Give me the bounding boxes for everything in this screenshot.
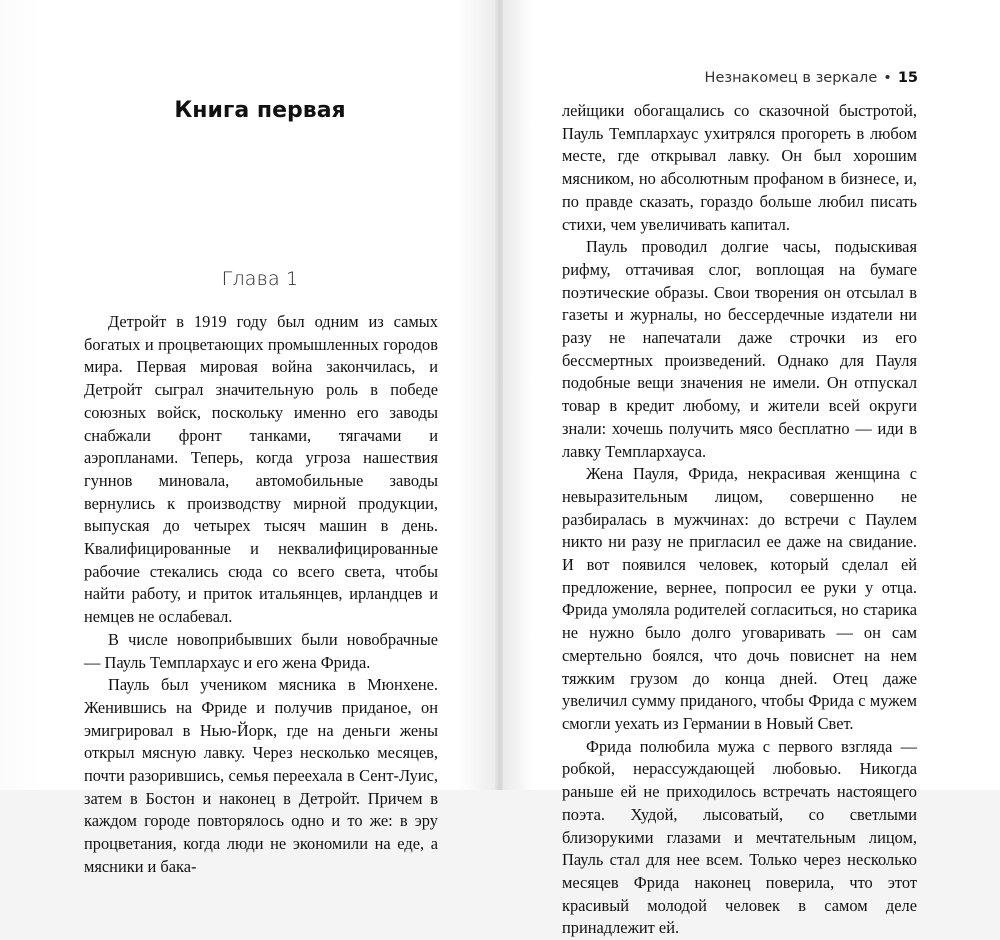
running-head-title: Незнакомец в зеркале [704,70,878,86]
paragraph: В числе новоприбывших были новобрачные — Пауль Темплархаус и его жена Фрида. [84,629,438,672]
running-head-separator: • [883,70,892,86]
paragraph: Фрида полюбила мужа с первого взгляда — робкой, нерассуждающей любовью. Никогда раньше ей не приходилось встречать настоящего поэта. Худой, лысоватый, со светлыми близорукими глазами и мечтательным лицом, Пауль стал для нее всем. Только через несколько месяцев Фрида наконец поверила, что этот красивый молодой человек в самом деле принадлежит ей. [562,736,917,938]
paragraph: Детройт в 1919 году был одним из самых богатых и процветающих промышленных городов мира. Первая мировая война закончилась, и Детройт сыграл значительную роль в победе союзных войск, поскольку именно его заводы снабжали фронт танками, тягачами и аэропланами. Теперь, когда угроза нашествия гуннов миновала, автомобильные заводы вернулись к производству мирной продукции, выпуская до четырех тысяч машин в день. Квалифицированные и неквалифицированные рабочие стекались сюда со всего света, чтобы найти работу, и приток итальянцев, ирландцев и немцев не ослабевал. [84,312,438,627]
paragraph: Жена Пауля, Фрида, некрасивая женщина с невыразительным лицом, совершенно не разбиралась в мужчинах: до встречи с Паулем никто ни разу не пригласил ее даже на свидание. И вот появился человек, который сделал ей предложение, вернее, попросил ее руки у отца. Фрида умоляла родителей согласиться, но старика не нужно было долго уговаривать — он сам смертельно боялся, что дочь повиснет на нем тяжким грузом до конца дней. Отец даже увеличил сумму приданого, чтобы Фрида с мужем смогли уехать из Германии в Новый Свет. [562,464,917,733]
right-body-text [562,100,917,940]
chapter-title: Глава 1 [221,268,299,290]
paragraph: Пауль был учеником мясника в Мюнхене. Женившись на Фриде и получив приданое, он эмигрировал в Нью-Йорк, где на деньги жены открыл мясную лавку. Через несколько месяцев, почти разорившись, семья переехала в Сент-Луис, затем в Бостон и наконец в Детройт. Причем в каждом городе повторялось одно и то же: в эру процветания, когда люди не экономили на еде, а мясники и бака- [84,675,438,876]
paragraph: Пауль проводил долгие часы, подыскивая рифму, оттачивая слог, воплощая на бумаге поэтические образы. Свои творения он отсылал в газеты и журналы, но бессердечные издатели ни разу не напечатали даже строчки из его бессмертных произведений. Однако для Пауля подобные вещи значения не имели. Он отпускал товар в кредит любому, и жители всей округи знали: хочешь получить мясо бесплатно — иди в лавку Темплархауса. [562,237,917,461]
running-head [705,70,918,86]
book-title: Книга первая [174,98,346,123]
paragraph: лейщики обогащались со сказочной быстротой, Пауль Темплархаус ухитрялся прогореть в любом месте, где открывал лавку. Он был хорошим мясником, но абсолютным профаном в бизнесе, и, по правде сказать, гораздо больше любил писать стихи, чем увеличивать капитал. [562,101,917,234]
page-number: 15 [897,70,918,86]
left-page [0,0,497,876]
left-body-text [84,311,438,879]
